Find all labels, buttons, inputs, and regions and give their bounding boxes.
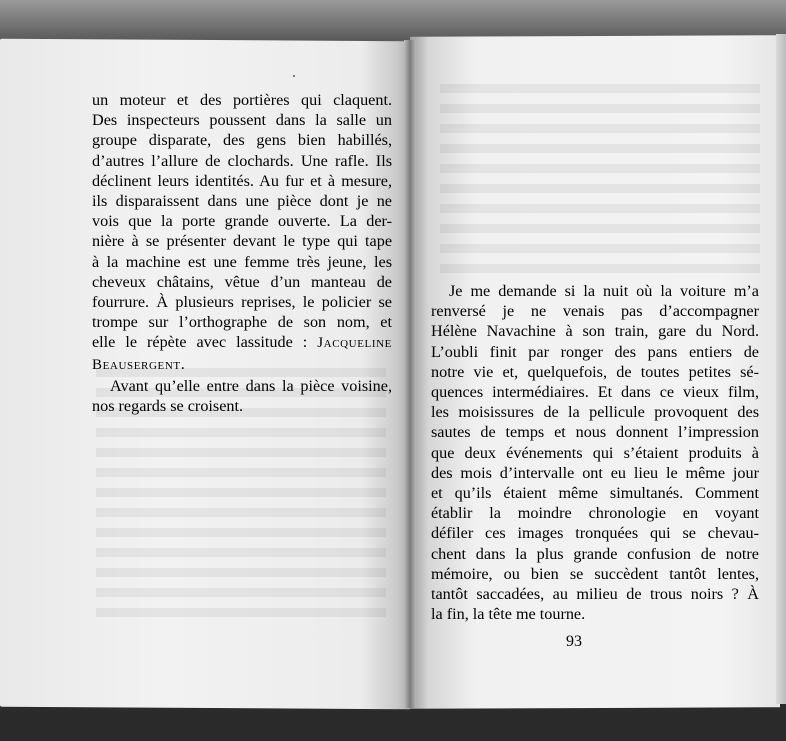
text-line: Je me demande si la nuit où la voiture m’a [449,282,759,300]
text-line: déclinent leurs identités. Au fur et à mesure, [92,171,392,190]
right-page-text [431,281,759,624]
paragraph [92,376,392,416]
show-through-texture [440,84,760,274]
text-line: et qu’ils étaient même simultanés. Comment [431,484,759,503]
text-line: chent dans la plus grande confusion de notre [431,544,759,563]
text-line: notre vie et, quelquefois, de toutes petites sé- [431,362,759,381]
text-line: défiler ces images tronquées qui se chevau- [431,524,759,543]
text-line: vois que la porte grande ouverte. La der- [92,212,392,231]
text-line: groupe disparate, des gens bien habillés, [92,131,392,150]
page-edge [776,34,786,704]
text-line: Des inspecteurs poussent dans la salle un [92,111,392,130]
text-line [92,354,392,375]
text-line: à la machine est une femme très jeune, les [92,252,392,271]
text-line: un moteur et des portières qui claquent. [92,91,392,109]
text-line [92,332,392,353]
text-line: Avant qu’elle entre dans la pièce voisine, [110,376,392,395]
text-line: ils disparaissent dans une pièce dont je ne [92,192,392,211]
text-line: sautes de temps et nous donnent l’impression [431,423,759,442]
text-line: Hélène Navachine à son train, gare du Nord. [431,322,759,341]
text-line: les moisissures de la pellicule provoquent des [431,403,759,422]
text-line: trompe sur l’orthographe de son nom, et [92,313,392,332]
text-line: nos regards se croisent. [92,397,244,416]
text-line: cheveux châtains, vêtue d’un manteau de [92,272,392,291]
text-line: établir la moindre chronologie en voyant [431,504,759,523]
book-gutter [404,40,416,708]
text-line: la fin, la tête me tourne. [431,605,586,624]
paragraph [92,90,392,375]
left-page-text [92,90,392,416]
text-line: d’autres l’allure de clochards. Une rafle. Ils [92,151,392,170]
text-line: fourrure. À plusieurs reprises, le policier se [92,293,392,312]
character-name: Beausergent [92,356,181,373]
ink-speck [293,75,295,77]
text-line: renversé je ne venais pas d’accompagner [431,302,759,321]
text-line: que deux événements qui s’étaient produits à [431,443,759,462]
text-line: tantôt saccadées, au milieu de trous noirs ? À [431,585,759,604]
punctuation: . [180,354,185,373]
text-line: des mois d’intervalle ont eu lieu le même jour [431,463,759,482]
text-segment: elle le répète avec lassitude : [92,333,308,352]
paragraph [431,281,759,624]
text-line: nière à se présenter devant le type qui tape [92,232,392,251]
character-name: Jacqueline [317,335,392,352]
text-line: L’oubli finit par ronger des pans entiers de [431,342,759,361]
text-line: quences intermédiaires. Et dans ce vieux film, [431,383,759,402]
text-line: mémoire, ou bien se succèdent tantôt lentes, [431,564,759,583]
page-number: 93 [566,633,582,650]
